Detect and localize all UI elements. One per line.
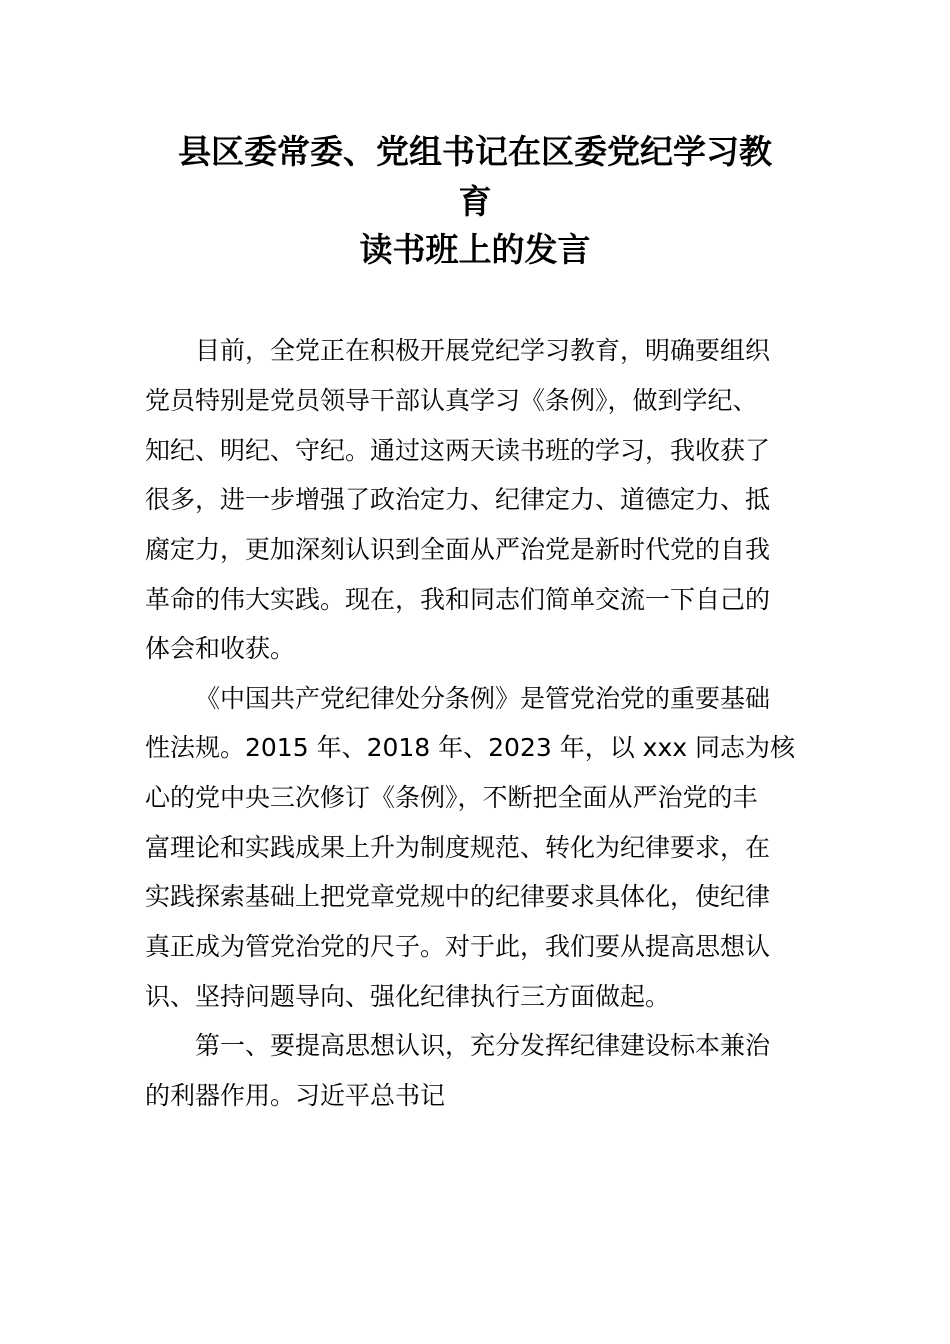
document-title-line-2: 育 bbox=[458, 182, 492, 221]
paragraph-1-line-5: 腐定力，更加深刻认识到全面从严治党是新时代党的自我 bbox=[145, 535, 771, 564]
paragraph-2-line-2: 性法规。2015 年、2018 年、2023 年，以 xxx 同志为核 bbox=[145, 733, 795, 762]
paragraph-2-line-3: 心的党中央三次修订《条例》，不断把全面从严治党的丰 bbox=[145, 783, 758, 812]
paragraph-3-line-2: 的利器作用。习近平总书记 bbox=[145, 1081, 446, 1110]
document-title-line-3: 读书班上的发言 bbox=[359, 230, 591, 269]
paragraph-1-line-6: 革命的伟大实践。现在，我和同志们简单交流一下自己的 bbox=[145, 585, 771, 614]
paragraph-2-line-5: 实践探索基础上把党章党规中的纪律要求具体化，使纪律 bbox=[145, 882, 771, 911]
paragraph-1-line-7: 体会和收获。 bbox=[145, 634, 296, 663]
paragraph-1-line-1: 目前，全党正在积极开展党纪学习教育，明确要组织 bbox=[195, 336, 771, 365]
document-title-line-1: 县区委常委、党组书记在区委党纪学习教 bbox=[178, 132, 772, 171]
paragraph-1-line-3: 知纪、明纪、守纪。通过这两天读书班的学习，我收获了 bbox=[145, 436, 771, 465]
paragraph-3-line-1: 第一、要提高思想认识，充分发挥纪律建设标本兼治 bbox=[195, 1031, 771, 1060]
paragraph-1-line-2: 党员特别是党员领导干部认真学习《条例》，做到学纪、 bbox=[145, 386, 758, 415]
paragraph-1-line-4: 很多，进一步增强了政治定力、纪律定力、道德定力、抵 bbox=[145, 485, 771, 514]
paragraph-2-line-4: 富理论和实践成果上升为制度规范、转化为纪律要求，在 bbox=[145, 833, 771, 862]
paragraph-2-line-7: 识、坚持问题导向、强化纪律执行三方面做起。 bbox=[145, 982, 671, 1011]
paragraph-2-line-6: 真正成为管党治党的尺子。对于此，我们要从提高思想认 bbox=[145, 932, 771, 961]
paragraph-2-line-1: 《中国共产党纪律处分条例》是管党治党的重要基础 bbox=[195, 684, 771, 713]
